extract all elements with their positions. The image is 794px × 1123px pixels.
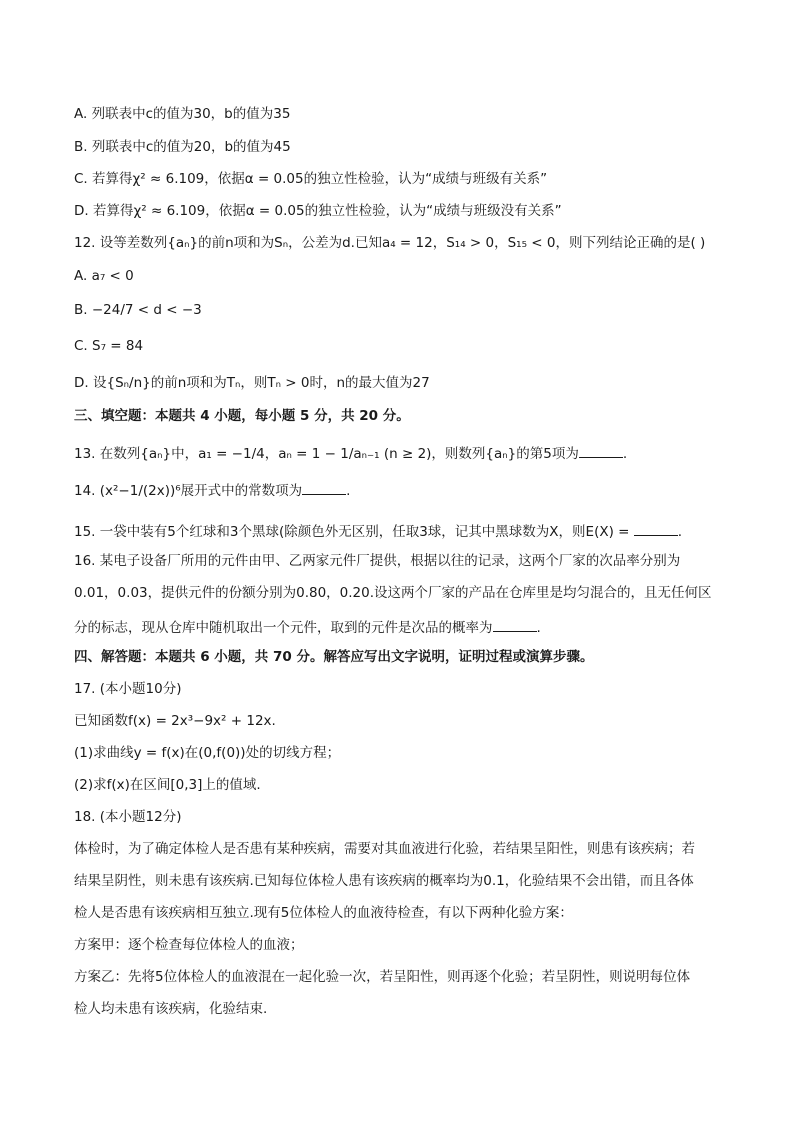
question-13: 13. 在数列{aₙ}中，a₁ = −1/4，aₙ = 1 − 1/aₙ₋₁ (n ≥ 2)，则数列{aₙ}的第5项为 . bbox=[74, 446, 628, 462]
question-16-line-3: 分的标志，现从仓库中随机取出一个元件，取到的元件是次品的概率为 . bbox=[74, 620, 541, 636]
question-18-paragraph-line-1: 体检时，为了确定体检人是否患有某种疾病，需要对其血液进行化验，若结果呈阳性，则患有该疾病；若 bbox=[74, 841, 695, 857]
question-18-paragraph-line-3: 检人是否患有该疾病相互独立.现有5位体检人的血液待检查，有以下两种化验方案： bbox=[74, 905, 573, 921]
question-12: 12. 设等差数列{aₙ}的前n项和为Sₙ，公差为d.已知a₄ = 12，S₁₄ > 0，S₁₅ < 0，则下列结论正确的是( ) bbox=[74, 235, 706, 251]
answer-blank bbox=[493, 619, 537, 632]
question-17-stem: 已知函数f(x) = 2x³−9x² + 12x. bbox=[74, 713, 276, 729]
question-12-option-d: D. 设{Sₙ/n}的前n项和为Tₙ，则Tₙ > 0时，n的最大值为27 bbox=[74, 375, 430, 391]
question-13-text: 13. 在数列{aₙ}中，a₁ = −1/4，aₙ = 1 − 1/aₙ₋₁ (n ≥ 2)，则数列{aₙ}的第5项为 bbox=[74, 446, 579, 462]
option-d: D. 若算得χ² ≈ 6.109，依据α = 0.05的独立性检验，认为“成绩与班级没有关系” bbox=[74, 203, 562, 219]
question-18-paragraph-line-2: 结果呈阴性，则未患有该疾病.已知每位体检人患有该疾病的概率均为0.1，化验结果不会出错，而且各体 bbox=[74, 873, 694, 889]
question-14: 14. (x²−1/(2x))⁶展开式中的常数项为 . bbox=[74, 483, 351, 499]
question-18-header: 18. (本小题12分) bbox=[74, 809, 182, 825]
question-12-option-c: C. S₇ = 84 bbox=[74, 338, 144, 354]
question-17-part-2: (2)求f(x)在区间[0,3]上的值域. bbox=[74, 777, 261, 793]
question-12-option-a: A. a₇ < 0 bbox=[74, 268, 134, 284]
answer-blank bbox=[302, 482, 346, 495]
question-14-text: 14. (x²−1/(2x))⁶展开式中的常数项为 bbox=[74, 483, 303, 499]
question-15: 15. 一袋中装有5个红球和3个黑球(除颜色外无区别，任取3球，记其中黑球数为X，则E(X) = . bbox=[74, 524, 683, 540]
question-17-header: 17. (本小题10分) bbox=[74, 681, 182, 697]
option-c: C. 若算得χ² ≈ 6.109，依据α = 0.05的独立性检验，认为“成绩与班级有关系” bbox=[74, 171, 548, 187]
question-12-option-b: B. −24/7 < d < −3 bbox=[74, 302, 202, 318]
question-16-line-2: 0.01，0.03，提供元件的份额分别为0.80，0.20.设这两个厂家的产品在仓库里是均匀混合的，且无任何区 bbox=[74, 585, 712, 601]
plan-b-line-1: 方案乙：先将5位体检人的血液混在一起化验一次，若呈阳性，则再逐个化验；若呈阴性，则说明每位体 bbox=[74, 969, 691, 985]
question-16-line-1: 16. 某电子设备厂所用的元件由甲、乙两家元件厂提供，根据以往的记录，这两个厂家的次品率分别为 bbox=[74, 553, 681, 569]
question-17-part-1: (1)求曲线y = f(x)在(0,f(0))处的切线方程； bbox=[74, 745, 341, 761]
plan-a: 方案甲：逐个检查每位体检人的血液； bbox=[74, 937, 304, 953]
question-16-text: 分的标志，现从仓库中随机取出一个元件，取到的元件是次品的概率为 bbox=[74, 620, 493, 636]
answer-blank bbox=[579, 445, 623, 458]
plan-b-line-2: 检人均未患有该疾病，化验结束. bbox=[74, 1001, 268, 1017]
option-b: B. 列联表中c的值为20，b的值为45 bbox=[74, 139, 291, 155]
question-15-text: 15. 一袋中装有5个红球和3个黑球(除颜色外无区别，任取3球，记其中黑球数为X，则E(X) = bbox=[74, 524, 630, 540]
section-4-heading: 四、解答题：本题共 6 小题，共 70 分。解答应写出文字说明，证明过程或演算步骤。 bbox=[74, 649, 594, 665]
option-a: A. 列联表中c的值为30，b的值为35 bbox=[74, 106, 291, 122]
section-3-heading: 三、填空题：本题共 4 小题，每小题 5 分，共 20 分。 bbox=[74, 408, 410, 424]
answer-blank bbox=[634, 523, 678, 536]
